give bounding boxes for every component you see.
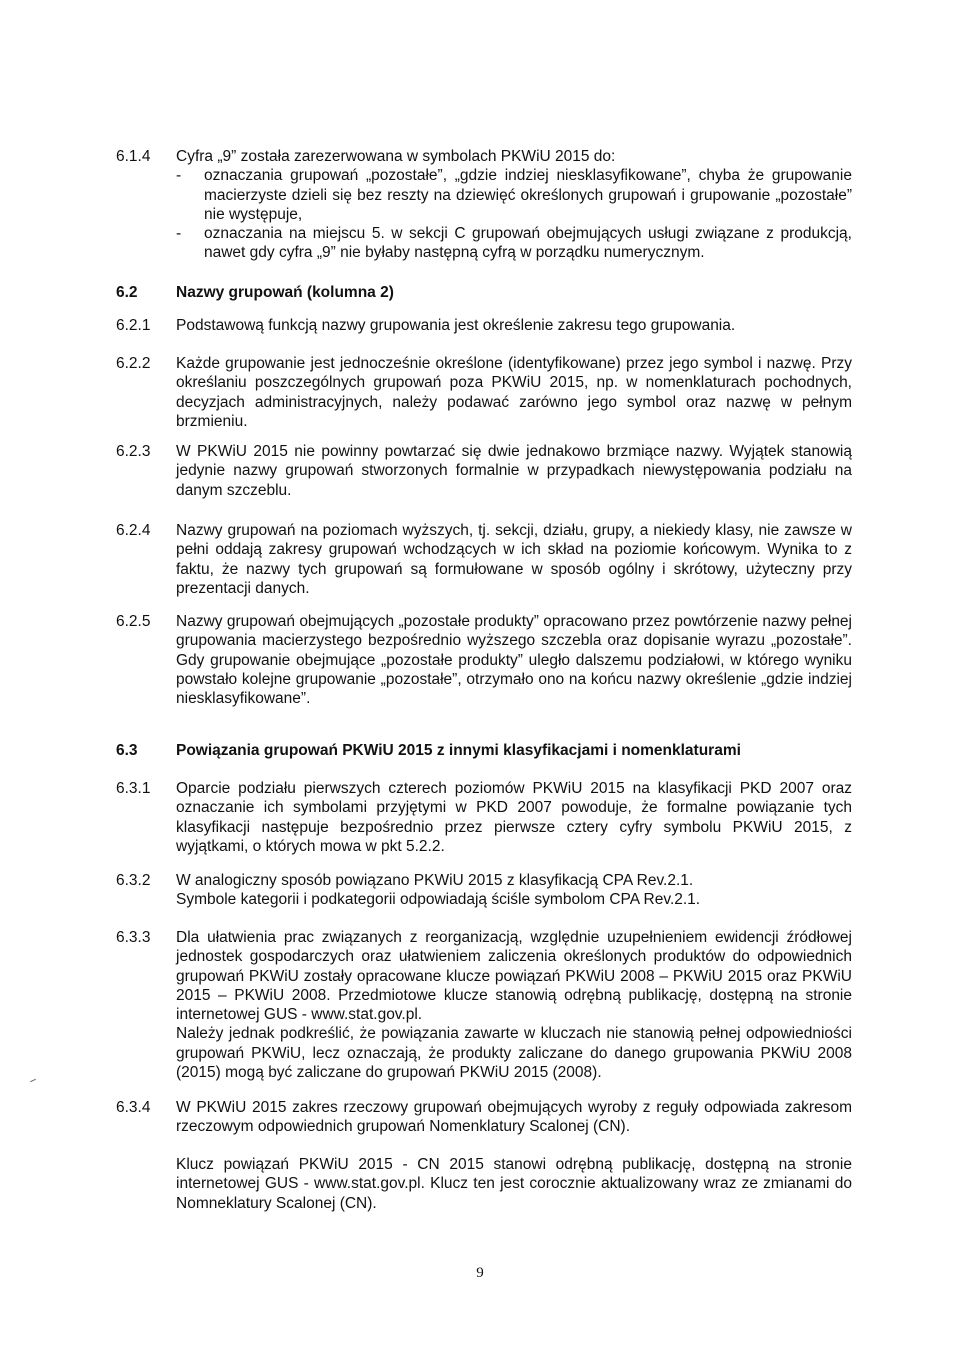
paragraph: W PKWiU 2015 zakres rzeczowy grupowań obejmujących wyroby z reguły odpowiada zakresom rzeczowym odpowiednich grupowań Nomenklatury Scalonej (CN). [176,1099,852,1136]
list-item [176,166,852,224]
paragraph: W PKWiU 2015 nie powinny powtarzać się dwie jednakowo brzmiące nazwy. Wyjątek stanowią jedynie nazwy grupowań stworzonych formalnie w przypadkach niewystępowania podziału na danym szczeblu. [176,443,852,499]
paragraph: W analogiczny sposób powiązano PKWiU 2015 z klasyfikacją CPA Rev.2.1. [176,872,694,889]
paragraph: Oparcie podziału pierwszych czterech poziomów PKWiU 2015 na klasyfikacji PKD 2007 oraz oznaczanie ich symbolami przyjętymi w PKD 2007 powoduje, że formalne powiązanie tych klasyfikacji następuje bezpośrednio przez pierwsze cztery cyfry symbolu PKWiU 2015, z wyjątkami, o których mowa w pkt 5.2.2. [176,780,852,855]
section-number: 6.3 [116,742,138,759]
section-number: 6.2.4 [116,522,151,539]
page-number: 9 [476,1265,484,1281]
paragraph: Należy jednak podkreślić, że powiązania zawarte w kluczach nie stanowią pełnej odpowiedniości grupowań PKWiU, lecz oznaczają, że produkty zaliczane do danego grupowania PKWiU 2008 (2015) mogą być zaliczane do grupowań PKWiU 2015 (2008). [176,1025,852,1082]
paragraph: Nazwy grupowań (kolumna 2) [176,284,394,301]
section-text [176,741,852,760]
list-item-text: oznaczania na miejscu 5. w sekcji C grupowań obejmujących usługi związane z produkcją, nawet gdy cyfra „9” nie byłaby następną cyfrą w porządku numerycznym. [204,225,852,262]
section-number: 6.3.1 [116,780,151,797]
section-number: 6.2.5 [116,613,151,630]
section-text [176,1098,852,1137]
paragraph: Klucz powiązań PKWiU 2015 - CN 2015 stanowi odrębną publikację, dostępną na stronie internetowej GUS - www.stat.gov.pl. Klucz ten jest corocznie aktualizowany wraz ze zmianami do Nomneklatury Scalonej (CN). [176,1156,852,1212]
section-number: 6.1.4 [116,148,151,165]
section-text [176,147,852,263]
paragraph: Podstawową funkcją nazwy grupowania jest określenie zakresu tego grupowania. [176,317,736,334]
section-text [176,612,852,708]
section-number: 6.2.1 [116,317,151,334]
section-number: 6.2 [116,284,138,301]
paragraph: Cyfra „9” została zarezerwowana w symbolach PKWiU 2015 do: [176,148,616,165]
section-number: 6.3.4 [116,1099,151,1116]
list-item [176,224,852,263]
list-dash: - [176,167,182,185]
list-dash: - [176,225,182,243]
section-text [176,928,852,1082]
section-text [176,442,852,500]
paragraph: Symbole kategorii i podkategorii odpowiadają ściśle symbolom CPA Rev.2.1. [176,891,701,909]
list-item-text: oznaczania grupowań „pozostałe”, „gdzie indziej niesklasyfikowane”, chyba że grupowanie macierzyste dzieli się bez reszty na dziewięć określonych grupowań i grupowanie „pozostałe” nie występuje, [204,167,852,223]
section-text [176,779,852,856]
paragraph: Dla ułatwienia prac związanych z reorganizacją, względnie uzupełnieniem ewidencji źródłowej jednostek gospodarczych oraz ułatwieniem zaliczenia określonych produktów do odpowiednich grupowań PKWiU zostały opracowane klucze powiązań PKWiU 2008 – PKWiU 2015 oraz PKWiU 2015 – PKWiU 2008. Przedmiotowe klucze stanowią odrębną publikację, dostępną na stronie internetowej GUS - www.stat.gov.pl. [176,929,852,1024]
section-number: 6.2.2 [116,355,151,372]
section-text [176,316,852,335]
section-text [176,283,852,302]
section-number: 6.3.3 [116,929,151,946]
section-number: 6.2.3 [116,443,151,460]
paragraph: Każde grupowanie jest jednocześnie określone (identyfikowane) przez jego symbol i nazwę. Przy określaniu poszczególnych grupowań poza PKWiU 2015, np. w nomenklaturach pochodnych, decyzjach administracyjnych, należy podawać zarówno jego symbol oraz nazwę w pełnym brzmieniu. [176,355,852,430]
section-text [176,1155,852,1213]
section-text [176,521,852,598]
paragraph: Nazwy grupowań obejmujących „pozostałe produkty” opracowano przez powtórzenie nazwy pełnej grupowania macierzystego bezpośrednio wyższego szczebla oraz dopisanie wyrazu „pozostałe”. Gdy grupowanie obejmujące „pozostałe produkty” uległo dalszemu podziałowi, w którego wyniku powstało kolejne grupowanie „pozostałe”, otrzymało ono na końcu nazwy określenie „gdzie indziej niesklasyfikowane”. [176,613,852,708]
paragraph: Nazwy grupowań na poziomach wyższych, tj. sekcji, działu, grupy, a niekiedy klasy, nie zawsze w pełni oddają zakresy grupowań wchodzących w ich skład na poziomie końcowym. Wynika to z faktu, że nazwy tych grupowań są formułowane w sposób ogólny i skrótowy, użyteczny przy prezentacji danych. [176,522,852,597]
section-number: 6.3.2 [116,872,151,889]
section-text [176,871,852,910]
paragraph: Powiązania grupowań PKWiU 2015 z innymi klasyfikacjami i nomenklaturami [176,742,741,759]
section-text [176,354,852,431]
